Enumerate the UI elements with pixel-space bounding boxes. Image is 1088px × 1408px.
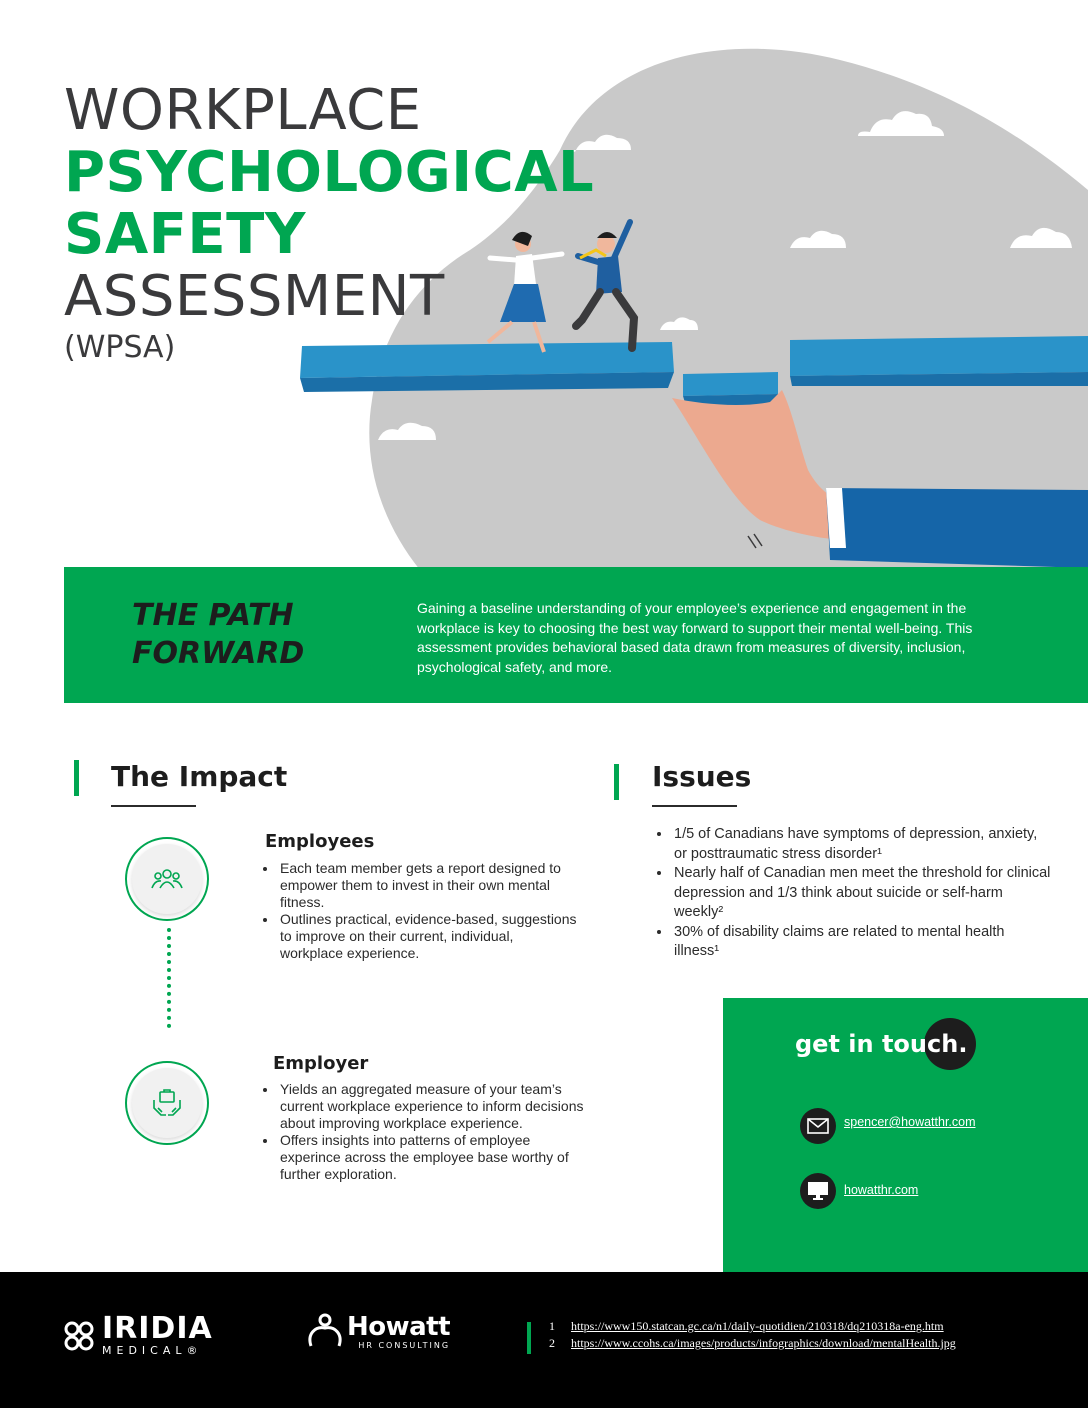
issues-bullets xyxy=(650,825,1052,962)
iridia-sub: MEDICAL® xyxy=(102,1344,203,1357)
employer-icon-circle xyxy=(125,1061,209,1145)
howatt-logo-icon xyxy=(303,1312,347,1352)
howatt-sub: HR CONSULTING xyxy=(358,1341,451,1350)
main-title xyxy=(64,80,594,365)
title-line-psychological: PSYCHOLOGICAL xyxy=(64,140,595,205)
briefcase-hands-icon xyxy=(150,1086,184,1120)
employer-bullet-1: • Yields an aggregated measure of your team’s current workplace experience to inform decisions about improving workplace experience. xyxy=(278,1081,590,1132)
path-forward-title-line1: THE PATH xyxy=(132,598,294,633)
website-icon-circle xyxy=(800,1173,836,1209)
employees-bullet-2: • Outlines practical, evidence-based, suggestions to improve on their current, individual, workplace experience. xyxy=(278,911,578,962)
iridia-name: IRIDIA xyxy=(102,1311,213,1346)
path-forward-title xyxy=(132,597,304,673)
path-forward-title-line2: FORWARD xyxy=(132,636,305,671)
impact-title: The Impact xyxy=(111,760,288,793)
issues-underline xyxy=(652,805,737,807)
issues-accent-bar xyxy=(614,764,619,800)
website-link[interactable]: howatthr.com xyxy=(844,1183,919,1197)
howatt-logo xyxy=(303,1312,450,1352)
employees-bullets xyxy=(256,860,578,962)
employees-bullet-1: • Each team member gets a report designed to empower them to invest in their own mental fitness. xyxy=(278,860,578,911)
impact-accent-bar xyxy=(74,760,79,796)
iridia-logo-icon xyxy=(62,1319,96,1353)
contact-panel xyxy=(723,998,1088,1272)
impact-section-header xyxy=(74,760,287,796)
footnote-1 xyxy=(549,1319,944,1334)
employer-bullet-2: • Offers insights into patterns of employee experince across the employee base worthy of further exploration. xyxy=(278,1132,590,1183)
dotted-connector xyxy=(167,928,171,1028)
title-line-safety: SAFETY xyxy=(64,202,306,267)
impact-underline xyxy=(111,805,196,807)
footnote-2-link[interactable]: https://www.ccohs.ca/images/products/infographics/download/mentalHealth.jpg xyxy=(571,1336,956,1350)
monitor-icon xyxy=(807,1181,829,1201)
contact-heading: get in touch. xyxy=(795,1030,968,1058)
issues-title: Issues xyxy=(652,760,752,793)
employer-heading: Employer xyxy=(273,1053,369,1074)
issues-bullet-1: • 1/5 of Canadians have symptoms of depression, anxiety, or posttraumatic stress disorder¹ xyxy=(672,825,1052,864)
title-line-workplace: WORKPLACE xyxy=(64,78,422,143)
issues-section-header xyxy=(614,760,752,800)
employees-icon-circle xyxy=(125,837,209,921)
iridia-medical-logo xyxy=(62,1311,213,1358)
path-forward-band xyxy=(64,567,1088,703)
footer xyxy=(0,1272,1088,1408)
employees-heading: Employees xyxy=(265,831,375,852)
email-icon-circle xyxy=(800,1108,836,1144)
footnote-1-link[interactable]: https://www150.statcan.gc.ca/n1/daily-quotidien/210318/dq210318a-eng.htm xyxy=(571,1319,944,1333)
footnote-2 xyxy=(549,1336,956,1351)
people-group-icon xyxy=(150,866,184,892)
issues-bullet-2: • Nearly half of Canadian men meet the threshold for clinical depression and 1/3 think about suicide or self-harm weekly² xyxy=(672,864,1052,923)
footnote-1-number: 1 xyxy=(549,1319,555,1333)
issues-bullet-3: • 30% of disability claims are related to mental health illness¹ xyxy=(672,923,1052,962)
footnote-2-number: 2 xyxy=(549,1336,555,1350)
howatt-name: Howatt xyxy=(347,1312,451,1342)
employer-bullets xyxy=(256,1081,590,1183)
footnote-accent-bar xyxy=(527,1322,531,1354)
title-line-assessment: ASSESSMENT xyxy=(64,264,445,329)
path-forward-text: Gaining a baseline understanding of your employee’s experience and engagement in the workplace is key to choosing the best way forward to support their mental well-being. This assessment provides behavioral based data drawn from measures of diversity, inclusion, psychological safety, and more. xyxy=(417,600,973,675)
email-link[interactable]: spencer@howatthr.com xyxy=(844,1115,976,1129)
title-acronym: (WPSA) xyxy=(64,330,176,365)
envelope-icon xyxy=(807,1118,829,1134)
